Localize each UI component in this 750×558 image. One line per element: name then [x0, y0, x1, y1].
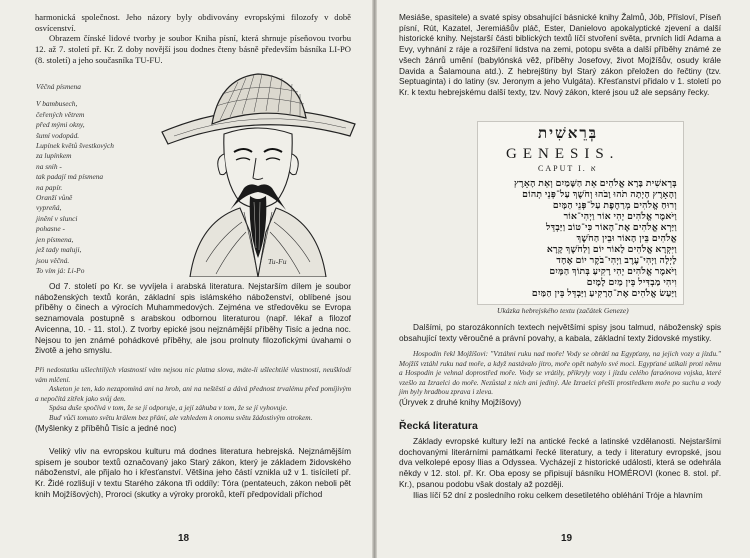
poem-line: na snih - — [36, 161, 62, 171]
greek-heading: Řecká literatura — [399, 420, 478, 432]
moses-quote-text: Hospodin řekl Mojžíšovi: "Vztáhni ruku nad moře! Vody se obrátí na Egypťany, na jejich vozy a jízdu." Mojžíš vztáhl ruku nad moře, a když nastávalo jitro, moře opět nabylo své moci. Egypťané utíkali proti němu a Hospodin je vehnal doprostřed moře. Vody se vrátily, přikryly vozy i jízdu celého faraónova vojska, které vzešlo za Izraelci do moře. Nezůstal z nich ani jediný. Ale Izraelci přešli prostředkem moře po suchu a vody jim byly hradbou zprava i zleva. — [399, 349, 721, 397]
talmud-paragraph-text: Dalšími, po starozákonních textech největšími spisy jsou talmud, náboženský spis obsahující texty věroučné a právní povahy, a kabala, základní texty židovské mystiky. — [399, 322, 721, 343]
latin-title: GENESIS. — [506, 146, 620, 162]
quote-line: Buď vůči tomuto světu krälem bez přání, ale vzhledem k onomu světu žádostivým otrokem. — [49, 412, 313, 422]
quote-line: Asketon je ten, kdo nezapomíná ani na hrob, ani na neštěstí a dává přednost trvalému před pomíjivým a nepočítá zítřek jako svůj den. — [35, 384, 351, 403]
poem-line: Lupínek květů švestkových — [36, 141, 114, 151]
poem-line: vypreňá, — [36, 203, 62, 213]
poem-line: jsou věčná. — [36, 255, 70, 265]
hebrew-line: וִיהִי מַבְדִּיל בֵּין מַיִם לָמָיִם — [586, 277, 677, 287]
moses-source: (Úryvek z druhé knihy Mojžíšovy) — [399, 396, 522, 407]
hebrew-line: לָיְלָה וַיְהִי־עֶרֶב וַיְהִי־בֹקֶר יוֹם אֶחָד — [556, 255, 677, 265]
poem-line: pohasne - — [36, 224, 65, 234]
tu-fu-portrait — [150, 62, 365, 277]
hebrew-line: וַיֹּאמֶר אֱלֹהִים יְהִי אוֹר וַיְהִי־אוֹר — [563, 211, 677, 221]
hebrew-line: וַיֹּאמֶר אֱלֹהִים יְהִי רָקִיעַ בְּתוֹךְ הַמָּיִם — [549, 266, 677, 276]
genesis-facsimile — [477, 121, 684, 305]
hebrew-line: וְהָאָרֶץ הָיְתָה תֹהוּ וָבֹהוּ וְחֹשֶׁךְ עַל־פְּנֵי תְהוֹם — [522, 189, 677, 199]
left-intro — [35, 12, 351, 66]
hebrew-line: בְּרֵאשִׁית בָּרָא אֱלֹהִים אֵת הַשָּׁמַיִם וְאֵת הָאָרֶץ — [513, 178, 677, 188]
moses-quote — [399, 349, 721, 408]
hebrew-line: אֱלֹהִים בֵּין הָאוֹר וּבֵין הַחֹשֶׁךְ — [576, 233, 677, 243]
page-number-left: 18 — [178, 533, 190, 544]
illustration-caption: Tu-Fu — [268, 257, 287, 266]
poem-line: šumí vodopád. — [36, 130, 80, 140]
left-page — [0, 0, 372, 558]
quote-line: Spása duše spočívá v tom, že se jí odporuje, a její záhuba v tom, že se jí vyhovuje. — [49, 403, 288, 413]
poem-line: čeřených větrem — [36, 109, 85, 119]
talmud-paragraph — [399, 322, 721, 343]
poem-line: na papír. — [36, 182, 63, 192]
poem-line: za lupínkem — [36, 151, 72, 161]
greek-paragraph — [399, 436, 721, 500]
arab-quote — [35, 365, 351, 433]
intro-line-1: harmonická společnost. Jeho názory byly obdivovány evropskými filozofy v době osvícenství. — [35, 12, 351, 33]
intro-line-2: Obrazem čínské lidové tvorby je soubor Kniha písní, která shrnuje píseňovou tvorbu 12. až 7. století př. Kr. Z doby novější jsou dodnes čteny básně především básníka LI-PO (8. století) a jeho současníka TU-FU. — [35, 33, 351, 65]
hebrew-line: וַיַּעַשׂ אֱלֹהִים אֶת־הָרָקִיעַ וַיַּבְדֵּל בֵּין הַמַּיִם — [531, 288, 677, 298]
poem-line: jež tady maluji, — [36, 245, 82, 255]
hebrew-line: וְרוּחַ אֱלֹהִים מְרַחֶפֶת עַל־פְּנֵי הַמָּיִם — [552, 200, 677, 210]
quote-line: Při nedostatku ušlechtilých vlastností vám nejsou nic platna slova, máte-li ušlechtilé vlastnosti, neušklodí vám mlčení. — [35, 365, 351, 384]
poem-line: jen písmena, — [36, 234, 74, 244]
right-intro — [399, 12, 721, 98]
quote-source: (Myšlenky z příběhů Tisíc a jedné noc) — [35, 422, 177, 433]
hebrew-title: בְּרֵאשִׁית — [538, 126, 598, 142]
poem-line: Oranží vůně — [36, 193, 73, 203]
chapter-label: CAPUT I. א — [538, 164, 598, 173]
ilias-line: Ilias líčí 52 dní z posledního roku celkem desetiletého obléhání Tróje a hlavním — [413, 489, 703, 500]
page-number-right: 19 — [561, 533, 573, 544]
poem — [36, 82, 114, 276]
greek-paragraph-text: Základy evropské kultury leží na antické řecké a latinské vzdělanosti. Nejstaršími dochovanými literárními památkami řecké literatury, a tedy i literatury evropské, jsou dva velkolepé eposy Ilias a Odyssea. Vycházejí z historické události, která se odehrála někdy v 12. stol. př. Kr. Oba eposy se připisují básníku HOMÉROVI (konec 8. stol. př. Kr.), psanou podobu však dostaly až později. — [399, 436, 721, 489]
poem-line: To vím já: Li-Po — [36, 265, 85, 275]
hebrew-line: וַיַּרְא אֱלֹהִים אֶת־הָאוֹר כִּי־טוֹב וַיַּבְדֵּל — [546, 222, 677, 232]
poem-line: před mými okny, — [36, 120, 85, 130]
hebrew-paragraph-text: Veliký vliv na evropskou kulturu má dodnes literatura hebrejská. Nejznámějším spisem je soubor textů označovaný jako Starý zákon, který je základem židovského náboženství, ale přijalo ho i křesťanství. Většina jeho částí vznikla už v 1. tisíciletí př. Kr. Židé rozlišují v textu Starého zákona tři oddíly: Tóra (pentateuch, zákon neboli pět knih Mojžíšových), Proroci (skutky a výroky proroků, kteří předpovídali příchod — [35, 446, 351, 499]
facsimile-caption: Ukázka hebrejského textu (začátek Geneze) — [497, 306, 629, 315]
poem-line: tak padají má písmena — [36, 172, 104, 182]
hebrew-paragraph — [35, 446, 351, 500]
poem-line: jinění v slunci — [36, 213, 78, 223]
right-intro-text: Mesiáše, spasitele) a svaté spisy obsahující básnické knihy Žalmů, Jób, Přísloví, Píseň písní, Rút, Kazatel, Jeremiášův pláč, Ester, Danielovo apokalyptické zjevení a další historické knihy. Nejstarší části biblických textů líčí stvoření světa, prvních lidí Adama a Evy, vyhnání z ráje a rozšíření lidstva na zemi, potopu světa a další příběhy známé ze všech žánrů umění (babylónská věž, příběhy Josefovy, život Mojžíšův, osudy krále Davida a Šalamouna atd.). Z hebrejštiny byl Starý zákon přeložen do řečtiny (tzv. Septuaginta) i do latiny (sv. Jeronym a jeho Vulgáta). Křesťanství přidalo v 1. století po Kr. k textu hebrejskému další texty, tzv. Nový zákon, které jsou už ale sepsány řecky. — [399, 12, 721, 97]
hebrew-line: וַיִּקְרָא אֱלֹהִים לָאוֹר יוֹם וְלַחֹשֶׁךְ קָרָא — [546, 244, 677, 254]
arab-paragraph-text: Od 7. století po Kr. se vyvíjela i arabská literatura. Nejstarším dílem je soubor náboženských textů korán, základní spis islámského náboženství, oblíbené jsou příběhy o činech a výrocích Muhammedových. Zejména ve středověku se Evropa seznamovala postupně s arabskou odbornou literaturou (např. lékař a filozof Avicenna, 10. - 11. stol.). Z tvorby epické jsou nejznámější příběhy Tisíc a jedna noc. Nejsou to jen známé pohádkové příběhy, ale jsou prolnuty filozofickými úvahami o životě a jeho smyslu. — [35, 281, 351, 356]
poem-line: V bambusech, — [36, 99, 78, 109]
right-page — [377, 0, 750, 558]
poem-title: Věčná písmena — [36, 82, 81, 91]
arab-paragraph — [35, 281, 351, 356]
